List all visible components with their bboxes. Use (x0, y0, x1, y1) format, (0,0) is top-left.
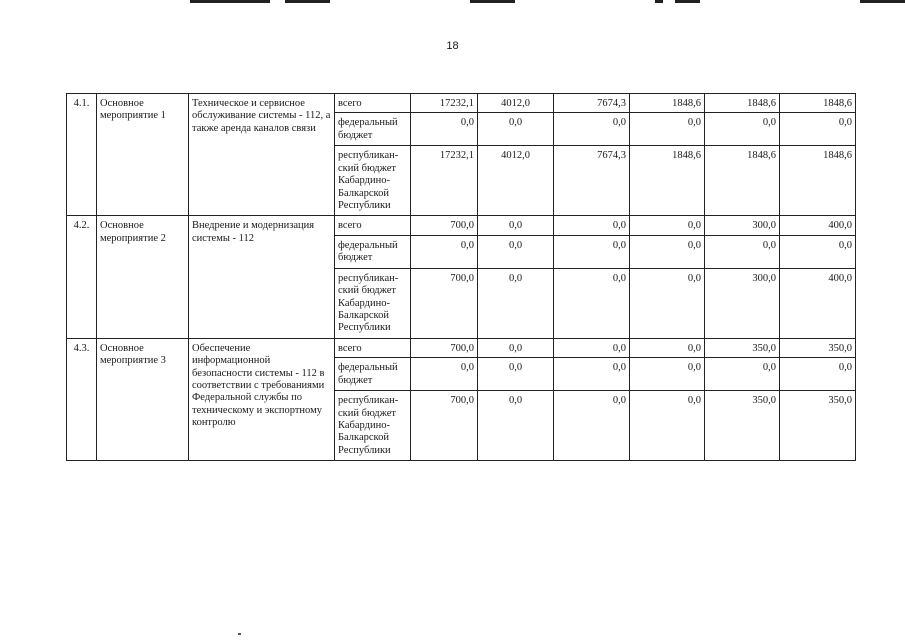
amount-cell: 0,0 (630, 216, 705, 235)
amount-cell: 0,0 (411, 235, 478, 268)
amount-cell: 0,0 (554, 113, 630, 146)
amount-cell: 350,0 (780, 391, 856, 461)
funding-source: всего (335, 94, 411, 113)
amount-cell: 0,0 (780, 358, 856, 391)
amount-cell: 1848,6 (780, 146, 856, 216)
amount-cell: 0,0 (705, 358, 780, 391)
amount-cell: 17232,1 (411, 94, 478, 113)
funding-source: федеральный бюджет (335, 113, 411, 146)
table-row (67, 216, 856, 235)
amount-cell: 0,0 (554, 338, 630, 357)
activity-description: Обеспечение информационной безопасности системы - 112 в соответствии с требованиями Федеральной службы по техническому и экспортному контролю (189, 338, 335, 460)
amount-cell: 0,0 (630, 338, 705, 357)
amount-cell: 700,0 (411, 268, 478, 338)
amount-cell: 0,0 (554, 358, 630, 391)
funding-source: республикан-ский бюджет Кабардино-Балкарской Республики (335, 146, 411, 216)
amount-cell: 0,0 (478, 113, 554, 146)
funding-source: всего (335, 216, 411, 235)
amount-cell: 7674,3 (554, 146, 630, 216)
activity-description: Внедрение и модернизация системы - 112 (189, 216, 335, 338)
scan-artifacts (0, 0, 905, 6)
amount-cell: 350,0 (705, 391, 780, 461)
activity-name: Основное мероприятие 2 (97, 216, 189, 338)
amount-cell: 350,0 (705, 338, 780, 357)
table-row (67, 338, 856, 357)
amount-cell: 0,0 (411, 113, 478, 146)
amount-cell: 700,0 (411, 391, 478, 461)
amount-cell: 0,0 (630, 268, 705, 338)
amount-cell: 0,0 (478, 216, 554, 235)
row-index: 4.3. (67, 338, 97, 460)
amount-cell: 0,0 (630, 113, 705, 146)
table-body (67, 94, 856, 461)
amount-cell: 0,0 (705, 235, 780, 268)
amount-cell: 0,0 (554, 391, 630, 461)
amount-cell: 700,0 (411, 338, 478, 357)
amount-cell: 1848,6 (705, 94, 780, 113)
budget-table (66, 93, 856, 461)
amount-cell: 1848,6 (630, 146, 705, 216)
activity-description: Техническое и сервисное обслуживание системы - 112, а также аренда каналов связи (189, 94, 335, 216)
amount-cell: 0,0 (478, 235, 554, 268)
amount-cell: 4012,0 (478, 94, 554, 113)
amount-cell: 0,0 (780, 113, 856, 146)
amount-cell: 0,0 (478, 358, 554, 391)
amount-cell: 1848,6 (630, 94, 705, 113)
amount-cell: 0,0 (630, 391, 705, 461)
amount-cell: 0,0 (630, 235, 705, 268)
scan-dot (238, 633, 241, 635)
amount-cell: 300,0 (705, 268, 780, 338)
row-index: 4.1. (67, 94, 97, 216)
table-row (67, 94, 856, 113)
amount-cell: 17232,1 (411, 146, 478, 216)
amount-cell: 700,0 (411, 216, 478, 235)
amount-cell: 0,0 (705, 113, 780, 146)
amount-cell: 400,0 (780, 216, 856, 235)
amount-cell: 1848,6 (780, 94, 856, 113)
amount-cell: 0,0 (478, 391, 554, 461)
amount-cell: 0,0 (411, 358, 478, 391)
amount-cell: 0,0 (780, 235, 856, 268)
amount-cell: 350,0 (780, 338, 856, 357)
amount-cell: 300,0 (705, 216, 780, 235)
amount-cell: 0,0 (554, 216, 630, 235)
amount-cell: 0,0 (478, 338, 554, 357)
row-index: 4.2. (67, 216, 97, 338)
amount-cell: 400,0 (780, 268, 856, 338)
activity-name: Основное мероприятие 3 (97, 338, 189, 460)
funding-source: всего (335, 338, 411, 357)
amount-cell: 0,0 (554, 268, 630, 338)
page-number: 18 (446, 40, 459, 52)
amount-cell: 0,0 (478, 268, 554, 338)
amount-cell: 4012,0 (478, 146, 554, 216)
amount-cell: 1848,6 (705, 146, 780, 216)
amount-cell: 0,0 (630, 358, 705, 391)
funding-source: федеральный бюджет (335, 358, 411, 391)
funding-source: республикан-ский бюджет Кабардино-Балкарской Республики (335, 391, 411, 461)
amount-cell: 0,0 (554, 235, 630, 268)
activity-name: Основное мероприятие 1 (97, 94, 189, 216)
amount-cell: 7674,3 (554, 94, 630, 113)
funding-source: федеральный бюджет (335, 235, 411, 268)
funding-source: республикан-ский бюджет Кабардино-Балкарской Республики (335, 268, 411, 338)
